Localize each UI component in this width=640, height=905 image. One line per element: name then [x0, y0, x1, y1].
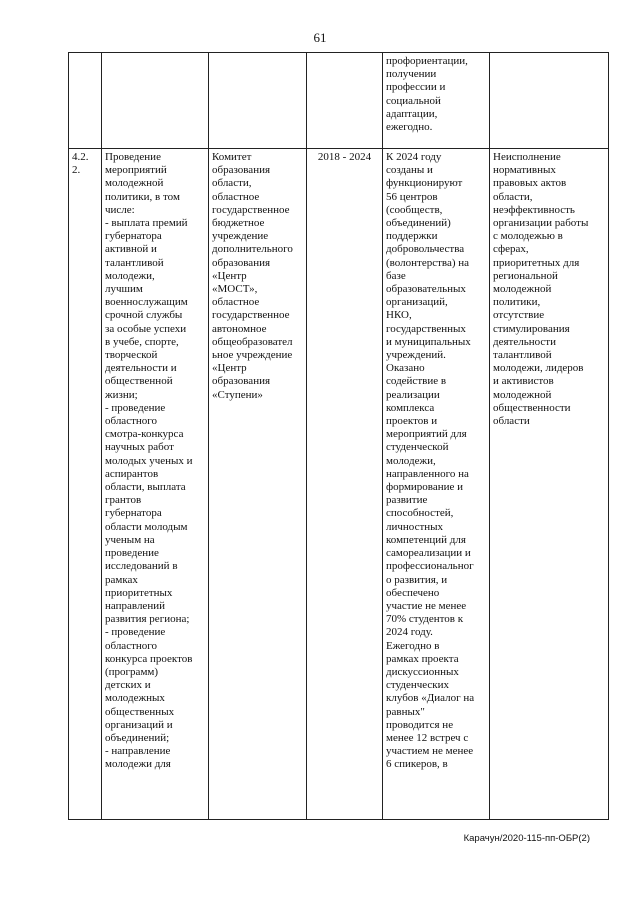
page-number: 61 [313, 30, 327, 45]
cell-period-empty [307, 53, 383, 149]
measures-table [68, 52, 609, 820]
table-row-continuation [69, 53, 609, 149]
document-code: Карачун/2020-115-пп-ОБР(2) [463, 833, 590, 844]
cell-executor-empty [209, 53, 307, 149]
table-row-4-2-2 [69, 149, 609, 820]
cell-result: К 2024 году созданы и функционируют 56 центров (сообществ, объединений) поддержки добровольчества (волонтерства) на базе образовательных организаций, НКО, государственных и муниципальных учреждений. Оказано содействие в реализации комплекса проектов и мероприятий для студенческой молодежи, направленного на формирование и развитие способностей, личностных компетенций для самореализации и профессиональног о развития, и обеспечено участие не менее 70% студентов к 2024 году. Ежегодно в рамках проекта дискуссионных студенческих клубов «Диалог на равных" проводится не менее 12 встреч с участием не менее 6 спикеров, в [383, 149, 490, 820]
cell-result-continuation: профориентации, получении профессии и социальной адаптации, ежегодно. [383, 53, 490, 149]
cell-measure-empty [102, 53, 209, 149]
cell-row-number: 4.2. 2. [69, 149, 102, 820]
cell-number-empty [69, 53, 102, 149]
cell-executor: Комитет образования области, областное государственное бюджетное учреждение дополнительного образования «Центр «МОСТ», областное государственное автономное общеобразовател ьное учреждение «Центр образования «Ступени» [209, 149, 307, 820]
cell-measure: Проведение мероприятий молодежной политики, в том числе: - выплата премий губернатора активной и талантливой молодежи, лучшим военнослужащим срочной службы за особые успехи в учебе, спорте, творческой деятельности и общественной жизни; - проведение областного смотра-конкурса научных работ молодых ученых и аспирантов области, выплата грантов губернатора области молодым ученым на проведение исследований в рамках приоритетных направлений развития региона; - проведение областного конкурса проектов (программ) детских и молодежных общественных организаций и объединений; - направление молодежи для [102, 149, 209, 820]
cell-risks: Неисполнение нормативных правовых актов области, неэффективность организации работы с молодежью в сферах, приоритетных для региональной молодежной политики, отсутствие стимулирования деятельности талантливой молодежи, лидеров и активистов молодежной общественности области [490, 149, 609, 820]
cell-period: 2018 - 2024 [307, 149, 383, 820]
cell-risks-empty [490, 53, 609, 149]
